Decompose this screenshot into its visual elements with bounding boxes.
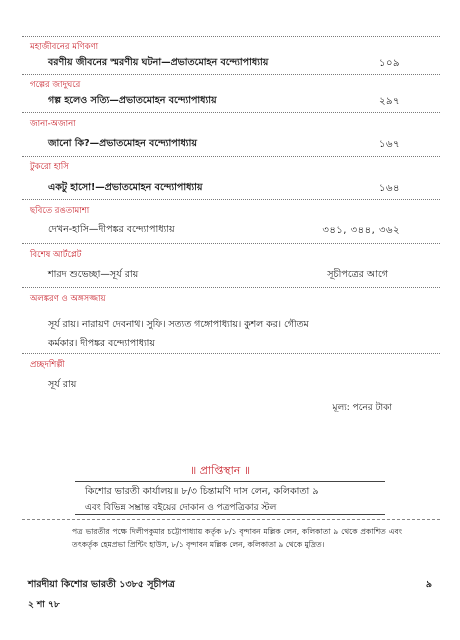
illustrator-line: সূর্য রায়। নারায়ণ দেবনাথ। সুফি। সত্যত গঙ্গোপাধ্যায়। কুশল কর। গৌতম <box>48 319 309 330</box>
section-heading: মহাজীবনের মণিকণা <box>30 42 99 52</box>
section-heading: জানা-অজানা <box>30 119 76 129</box>
section-heading: টুকরো হাসি <box>30 162 69 172</box>
page-number: ২৯৭ <box>379 96 400 107</box>
section-entry: গল্প হলেও সত্যি—প্রভাতমোহন বন্দ্যোপাধ্যায় <box>48 95 217 106</box>
divider <box>22 36 440 37</box>
divider <box>22 243 440 244</box>
signature-mark: ২ শা ৭৮ <box>28 600 60 610</box>
page-number: ১০৯ <box>379 58 400 69</box>
availability-box <box>75 481 385 515</box>
divider <box>22 353 440 354</box>
illustrator-list <box>48 315 428 353</box>
page-number: ৩৪১, ৩৪৪, ৩৬২ <box>322 225 400 236</box>
folio: ৯ <box>425 579 432 590</box>
availability-line: এবং বিভিন্ন সম্ভ্রান্ত বইয়ের দোকান ও পত্রপত্রিকার স্টল <box>85 503 277 513</box>
page-number: সূচীপত্রের আগে <box>327 269 388 280</box>
section-heading: প্রচ্ছদশিল্পী <box>30 360 65 370</box>
divider <box>22 287 440 288</box>
section-heading: অলঙ্করণ ও অঙ্গসজ্জায় <box>30 294 106 304</box>
footer-title: শারদীয়া কিশোর ভারতী ১৩৮৫ সূচীপত্র <box>28 579 175 590</box>
illustrator-line: কর্মকার। দীপঙ্কর বন্দ্যোপাধ্যায় <box>48 338 155 349</box>
section-entry: দেখন-হাসি—দীপঙ্কর বন্দ্যোপাধ্যায় <box>48 224 175 235</box>
section-entry: একটু হাসো!—প্রভাতমোহন বন্দ্যোপাধ্যায় <box>48 182 203 193</box>
page-number: ১৬৪ <box>379 183 400 194</box>
section-heading: বিশেষ আর্টপ্লেট <box>30 250 82 260</box>
divider <box>22 519 440 520</box>
publisher-note: পত্র ভারতীর পক্ষে দিলীপকুমার চট্টোপাধ্যায় কর্তৃক ৮/১ বৃন্দাবন মল্লিক লেন, কলিকাতা ৯ থেকে প্রকাশিত এবং তৎকর্তৃক হেমপ্রভা প্রিন্টিং হাউস, ৮/১ বৃন্দাবন মল্লিক লেন, কলিকাতা ৯ থেকে মুদ্রিত। <box>72 527 402 549</box>
divider <box>22 156 440 157</box>
page-number: ১৬৭ <box>379 139 400 150</box>
section-entry: জানো কি?—প্রভাতমোহন বন্দ্যোপাধ্যায় <box>48 138 197 149</box>
price: মূল্য: পনের টাকা <box>332 403 392 413</box>
section-heading: গল্পের জাদুঘরে <box>30 80 81 90</box>
cover-artist: সূর্য রায় <box>48 379 77 390</box>
availability-title: ॥ প্রাপ্তিস্থান ॥ <box>190 464 251 477</box>
section-entry: শারদ শুভেচ্ছা—সূর্য রায় <box>48 269 139 280</box>
divider <box>22 74 440 75</box>
section-entry: বরণীয় জীবনের স্মরণীয় ঘটনা—প্রভাতমোহন বন্দ্যোপাধ্যায় <box>48 57 269 68</box>
availability-line: কিশোর ভারতী কার্যালয়॥ ৮/৩ চিন্তামণি দাস লেন, কলিকাতা ৯ <box>85 486 319 497</box>
section-heading: ছবিতে রঙতামাশা <box>30 206 90 216</box>
divider <box>22 199 440 200</box>
divider <box>22 112 440 113</box>
